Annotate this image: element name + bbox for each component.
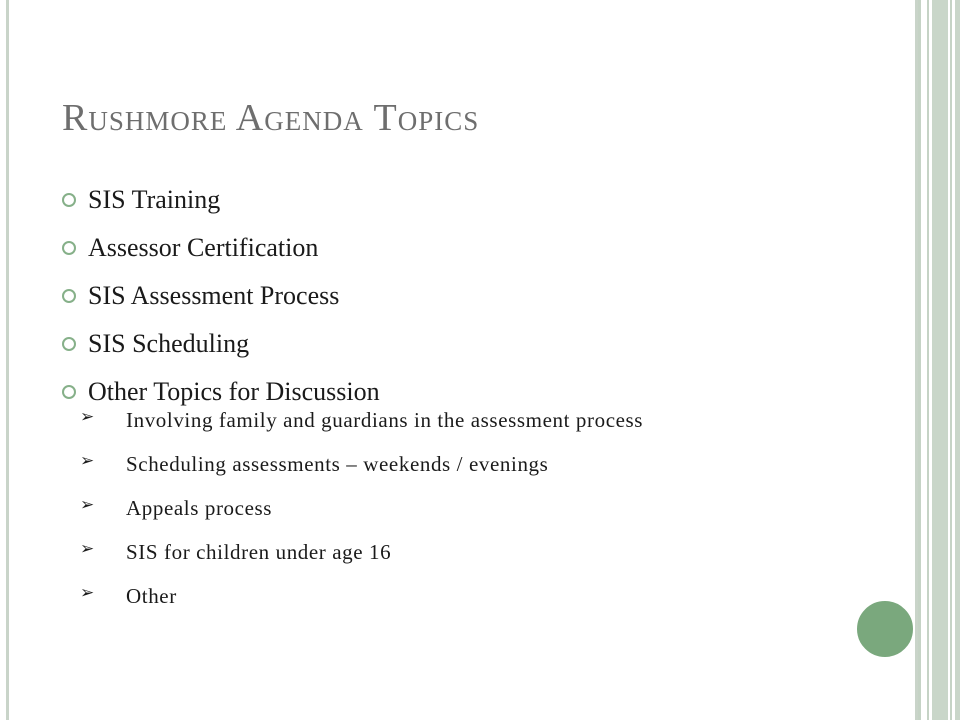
- subtopic-item: [80, 581, 840, 611]
- arrow-bullet-icon: ➢: [80, 495, 95, 514]
- topic-item: [62, 320, 852, 368]
- topic-item: [62, 272, 852, 320]
- ring-bullet-icon: [62, 385, 88, 399]
- subtopic-text: Scheduling assessments – weekends / evenings: [126, 452, 549, 476]
- decorative-circle: [855, 599, 915, 659]
- stripe: [932, 0, 948, 720]
- subtopic-list: [80, 405, 840, 625]
- arrow-bullet-icon: ➢: [80, 583, 95, 602]
- topic-list: [62, 176, 852, 416]
- topic-text: SIS Assessment Process: [88, 281, 340, 310]
- stripe: [955, 0, 960, 720]
- ring-bullet-icon: [62, 193, 88, 207]
- subtopic-text: SIS for children under age 16: [126, 540, 392, 564]
- ring-bullet-icon: [62, 337, 88, 351]
- ring-bullet-icon: [62, 241, 88, 255]
- arrow-bullet-icon: ➢: [80, 539, 95, 558]
- slide-title: Rushmore Agenda Topics: [62, 97, 480, 139]
- decorative-stripes: [918, 0, 960, 720]
- stripe: [950, 0, 952, 720]
- subtopic-text: Involving family and guardians in the assessment process: [126, 408, 644, 432]
- subtopic-item: [80, 493, 840, 523]
- ring-bullet-icon: [62, 289, 88, 303]
- subtopic-text: Appeals process: [126, 496, 273, 520]
- topic-text: Assessor Certification: [88, 233, 319, 262]
- stripe: [927, 0, 929, 720]
- arrow-bullet-icon: ➢: [80, 451, 95, 470]
- topic-item: [62, 224, 852, 272]
- subtopic-text: Other: [126, 584, 177, 608]
- subtopic-item: [80, 537, 840, 567]
- topic-item: [62, 176, 852, 224]
- topic-text: SIS Scheduling: [88, 329, 250, 358]
- topic-text: Other Topics for Discussion: [88, 377, 380, 406]
- arrow-bullet-icon: ➢: [80, 407, 95, 426]
- stripe: [918, 0, 921, 720]
- subtopic-item: [80, 405, 840, 435]
- topic-text: SIS Training: [88, 185, 221, 214]
- subtopic-item: [80, 449, 840, 479]
